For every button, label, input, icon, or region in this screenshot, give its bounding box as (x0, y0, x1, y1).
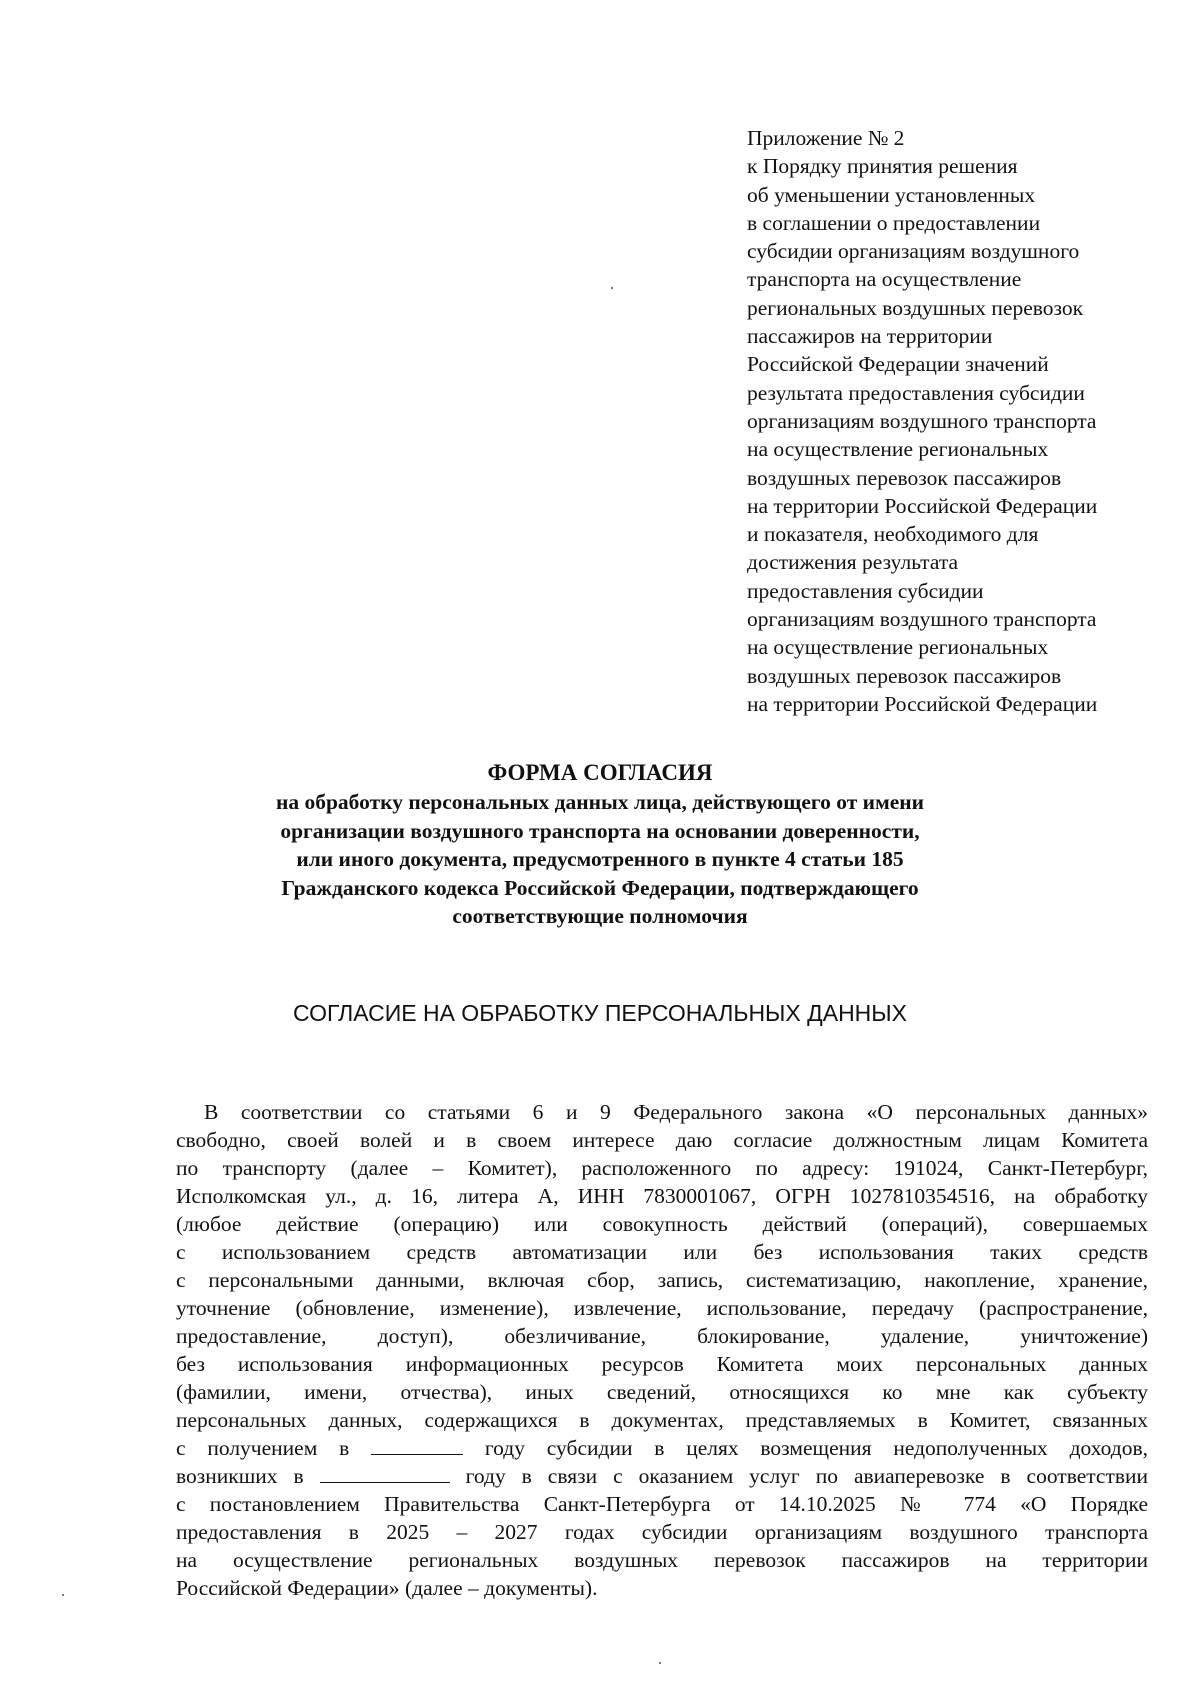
year-blank-field[interactable] (371, 1434, 463, 1455)
body-fragment: году субсидии в целях возмещения недополученных доходов, (484, 1436, 1149, 1460)
body-line: по транспорту (далее – Комитет), расположенного по адресу: 191024, Санкт-Петербург, (176, 1156, 1148, 1180)
consent-body (176, 1098, 1148, 1602)
body-line: предоставления в 2025 – 2027 годах субсидии организациям воздушного транспорта (176, 1520, 1148, 1544)
scan-speck (659, 1662, 661, 1664)
scan-speck (62, 1594, 64, 1596)
body-line: предоставление, доступ), обезличивание, блокирование, удаление, уничтожение) (176, 1324, 1148, 1348)
body-line: (любое действие (операцию) или совокупность действий (операций), совершаемых (176, 1212, 1148, 1236)
body-line: В соответствии со статьями 6 и 9 Федерального закона «О персональных данных» (204, 1100, 1148, 1124)
body-line-with-blank (176, 1434, 1148, 1462)
year-blank-field[interactable] (320, 1462, 450, 1483)
body-line: Российской Федерации» (далее – документы). (176, 1576, 598, 1600)
body-line: с персональными данными, включая сбор, запись, систематизацию, накопление, хранение, (176, 1268, 1148, 1292)
appendix-header: Приложение № 2 к Порядку принятия решения об уменьшении установленных в соглашении о предоставлении субсидии организациям воздушного транспорта на осуществление региональных воздушных перевозок пассажиров на территории Российской Федерации значений результата предоставления субсидии организациям воздушного транспорта на осуществление региональных воздушных перевозок пассажиров на территории Российской Федерации и показателя, необходимого для достижения результата предоставления субсидии организациям воздушного транспорта на осуществление региональных воздушных перевозок пассажиров на территории Российской Федерации (747, 126, 1098, 716)
body-fragment: возникших в (176, 1464, 304, 1488)
body-line: уточнение (обновление, изменение), извлечение, использование, передачу (распространение, (176, 1296, 1148, 1320)
form-subtitle: на обработку персональных данных лица, действующего от имени организации воздушного транспорта на основании доверенности, или иного документа, предусмотренного в пункте 4 статьи 185 Гражданского кодекса Российской Федерации, подтверждающего соответствующие полномочия (275, 790, 925, 928)
scan-speck (611, 287, 613, 289)
body-line: персональных данных, содержащихся в документах, представляемых в Комитет, связанных (176, 1408, 1148, 1432)
body-fragment: году в связи с оказанием услуг по авиаперевозке в соответствии (465, 1464, 1149, 1488)
body-fragment: с получением в (176, 1436, 350, 1460)
body-line: свободно, своей волей и в своем интересе даю согласие должностным лицам Комитета (176, 1128, 1148, 1152)
body-line: с постановлением Правительства Санкт-Петербурга от 14.10.2025 № 774 «О Порядке (176, 1492, 1148, 1516)
body-line: Исполкомская ул., д. 16, литера А, ИНН 7830001067, ОГРН 1027810354516, на обработку (176, 1184, 1148, 1208)
body-line: без использования информационных ресурсов Комитета моих персональных данных (176, 1352, 1148, 1376)
form-title: ФОРМА СОГЛАСИЯ (487, 760, 713, 785)
body-line: (фамилии, имени, отчества), иных сведений, относящихся ко мне как субъекту (176, 1380, 1148, 1404)
body-line: на осуществление региональных воздушных перевозок пассажиров на территории (176, 1548, 1148, 1572)
body-line: с использованием средств автоматизации или без использования таких средств (176, 1240, 1148, 1264)
body-line-with-blank (176, 1462, 1148, 1490)
consent-heading: СОГЛАСИЕ НА ОБРАБОТКУ ПЕРСОНАЛЬНЫХ ДАННЫХ (293, 1000, 907, 1026)
